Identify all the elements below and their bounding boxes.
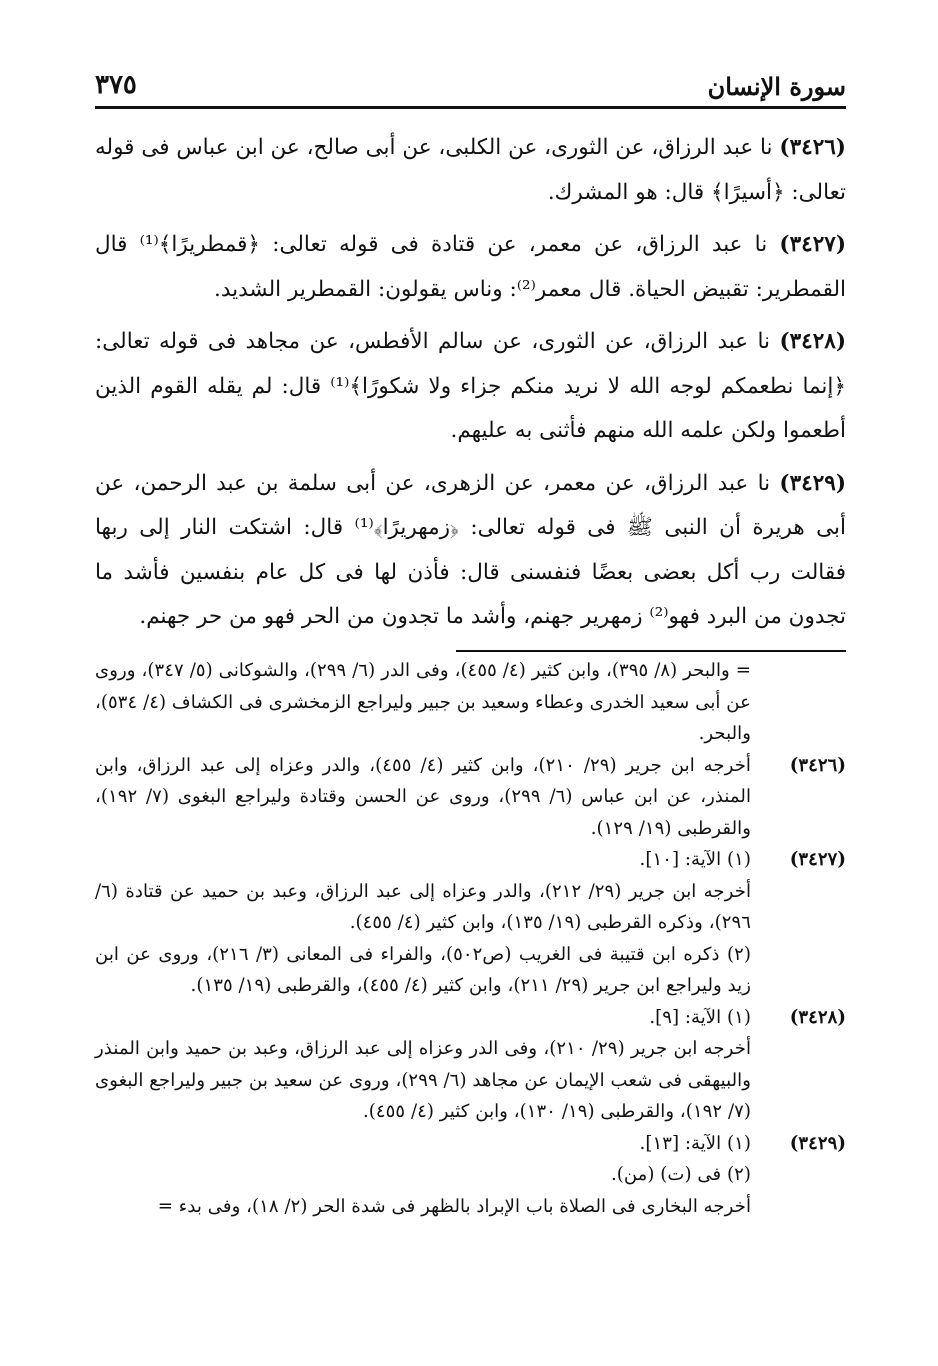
- hadith-3428: [95, 320, 846, 454]
- hadith-number: (٣٤٢٦): [779, 135, 846, 160]
- footnote-text: أخرجه ابن جرير (٢٩/ ٢١٠)، وابن كثير (٤/ ٤٥٥)، والدر وعزاه إلى عبد الرزاق، وابن المنذر، عن ابن عباس (٦/ ٢٩٩)، وروى عن الحسن وقتادة وليراجع البغوى (٧/ ١٩٢)، والقرطبى (١٩/ ١٢٩).: [95, 754, 751, 839]
- footnote-text: (١) الآية: [١٠].: [639, 849, 751, 870]
- footnote-separator: [456, 650, 846, 652]
- footnote-3429: [95, 1128, 846, 1160]
- footnote-text: أخرجه البخارى فى الصلاة باب الإبراد بالظهر فى شدة الحر (٢/ ١٨)، وفى بدء =: [157, 1195, 751, 1217]
- hadith-number: (٣٤٢٩): [779, 470, 846, 496]
- hadith-number: (٣٤٢٧): [779, 232, 846, 257]
- footnote-label: (٣٤٢٧): [789, 849, 846, 870]
- hadith-text: نا عبد الرزاق، عن معمر، عن الزهرى، عن أبى سلمة بن عبد الرحمن، عن أبى هريرة أن النبى ﷺ فى قوله تعالى: ﴿زمهريرًا﴾⁽¹⁾ قال: اشتكت النار إلى ربها فقالت رب أكل بعضى بعضًا فنفسنى قال: فأذن لها فى كل عام بنفسين فأشد ما تجدون من البرد فهو⁽²⁾ زمهرير جهنم، وأشد ما تجدون من الحر فهو من حر جهنم.: [95, 470, 847, 629]
- footnote-text: أخرجه ابن جرير (٢٩/ ٢١٢)، والدر وعزاه إلى عبد الرزاق، وعبد بن حميد عن قتادة (٦/ ٢٩٦)، وذكره القرطبى (١٩/ ١٣٥)، وابن كثير (٤/ ٤٥٥).: [95, 880, 751, 933]
- footnote-label: (٣٤٢٩): [789, 1132, 846, 1154]
- footnote-label: (٣٤٢٦): [789, 754, 846, 776]
- footnote-3428: [95, 1002, 846, 1034]
- footnote-text: (٢) ذكره ابن قتيبة فى الغريب (ص٥٠٢)، والفراء فى المعانى (٣/ ٢١٦)، وروى عن ابن زيد وليراجع ابن جرير (٢٩/ ٢١١)، وابن كثير (٤/ ٤٥٥)، والقرطبى (١٩/ ١٣٥).: [95, 943, 751, 996]
- footnote-text: (١) الآية: [٩].: [649, 1006, 751, 1028]
- surah-title: سورة الإنسان: [707, 72, 846, 101]
- page-number: ٣٧٥: [95, 70, 137, 100]
- hadith-3426: [95, 126, 846, 215]
- footnote-text: أخرجه ابن جرير (٢٩/ ٢١٠)، وفى الدر وعزاه إلى عبد الرزاق، وعبد بن حميد وابن المنذر والبيهقى فى شعب الإيمان عن مجاهد (٦/ ٢٩٩)، وروى عن سعيد بن جبير وليراجع البغوى (٧/ ١٩٢)، والقرطبى (١٩/ ١٣٠)، وابن كثير (٤/ ٤٥٥).: [95, 1038, 751, 1122]
- hadith-3427: [95, 223, 846, 312]
- hadith-text: نا عبد الرزاق، عن الثورى، عن الكلبى، عن أبى صالح، عن ابن عباس فى قوله تعالى: ﴿أسيرًا﴾ قال: هو المشرك.: [95, 135, 846, 205]
- hadith-3429: [95, 462, 846, 640]
- hadith-text: نا عبد الرزاق، عن معمر، عن قتادة فى قوله تعالى: ﴿قمطريرًا﴾⁽¹⁾ قال القمطرير: تقبيض الحياة. قال معمر⁽²⁾: وناس يقولون: القمطرير الشديد.: [95, 232, 846, 302]
- footnote-continuation: = والبحر (٨/ ٣٩٥)، وابن كثير (٤/ ٤٥٥)، وفى الدر (٦/ ٢٩٩)، والشوكانى (٥/ ٣٤٧)، وروى عن أبى سعيد الخدرى وعطاء وسعيد بن جبير وليراجع الزمخشرى فى الكشاف (٤/ ٥٣٤)، والبحر.: [95, 660, 751, 744]
- footnote-text: (١) الآية: [١٣].: [639, 1132, 751, 1154]
- hadith-text: نا عبد الرزاق، عن الثورى، عن سالم الأفطس، عن مجاهد فى قوله تعالى: ﴿إنما نطعمكم لوجه الله لا نريد منكم جزاء ولا شكورًا﴾⁽¹⁾ قال: لم يقله القوم الذين أطعموا ولكن علمه الله منهم فأثنى به عليهم.: [95, 329, 846, 443]
- footnote-3426: [95, 750, 846, 845]
- footnote-label: (٣٤٢٨): [789, 1006, 846, 1028]
- footnote-text: (٢) فى (ت) (من).: [610, 1164, 751, 1185]
- footnotes: [95, 655, 846, 1222]
- footnote-3427: [95, 844, 846, 876]
- page-header: [95, 70, 846, 109]
- main-text: [95, 126, 846, 640]
- hadith-number: (٣٤٢٨): [779, 329, 847, 354]
